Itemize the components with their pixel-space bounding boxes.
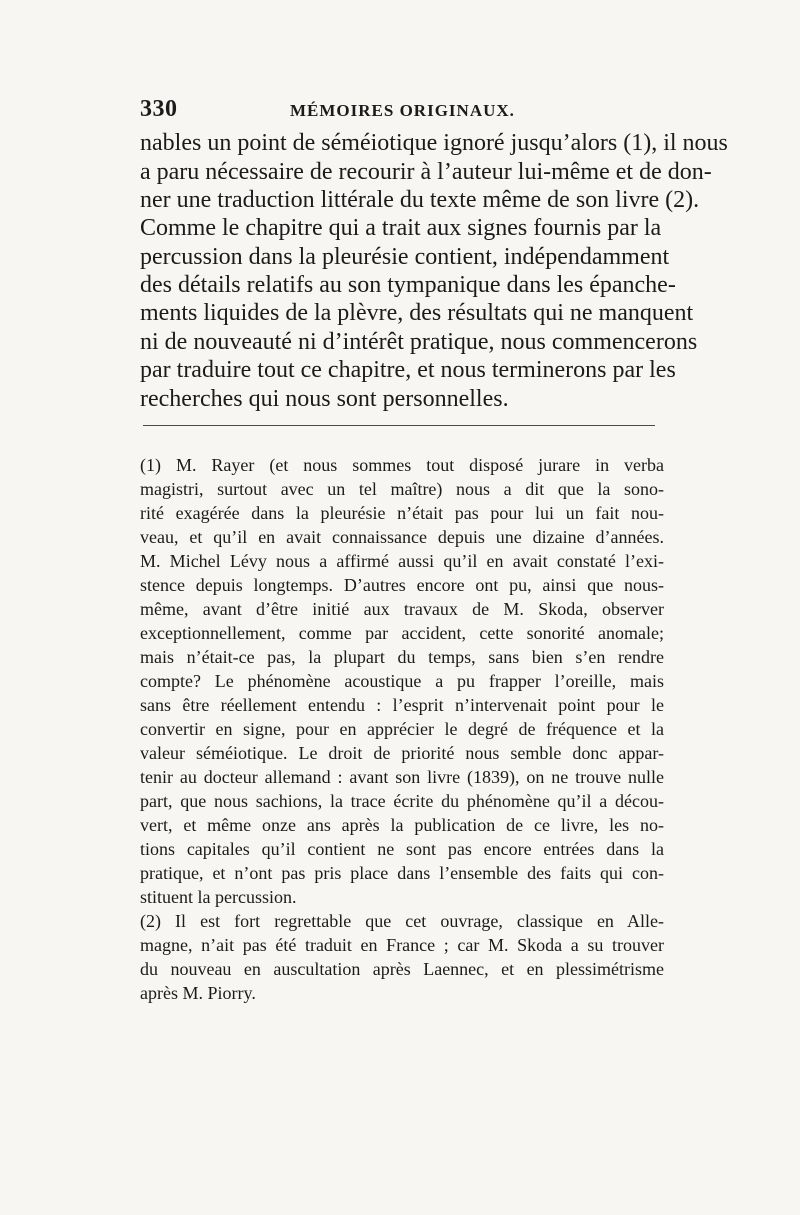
footnote-line-4: veau, et qu’il en avait connaissance depuis une dizaine d’années. [140, 527, 664, 547]
footnote-line-10: compte? Le phénomène acoustique a pu frapper l’oreille, mais [140, 671, 664, 691]
footnote-line-5: M. Michel Lévy nous a affirmé aussi qu’il en avait constaté l’exi- [140, 551, 664, 571]
body-text-line-6: des détails relatifs au son tympanique dans les épanche- [140, 272, 676, 298]
footnote-line-12: convertir en signe, pour en apprécier le degré de fréquence et la [140, 719, 664, 739]
footnote-line-18: pratique, et n’ont pas pris place dans l’ensemble des faits qui con- [140, 863, 664, 883]
footnote-line-2: magistri, surtout avec un tel maître) nous a dit que la sono- [140, 479, 664, 499]
footnote-line-9: mais n’était-ce pas, la plupart du temps, sans bien s’en rendre [140, 647, 664, 667]
body-text-line-5: percussion dans la pleurésie contient, indépendamment [140, 244, 670, 270]
footnote-line-8: exceptionnellement, comme par accident, cette sonorité anomale; [140, 623, 664, 643]
footnote-line-15: part, que nous sachions, la trace écrite du phénomène qu’il a décou- [140, 791, 664, 811]
body-text-line-2: a paru nécessaire de recourir à l’auteur lui-même et de don- [140, 159, 712, 185]
footnote-line-17: tions capitales qu’il contient ne sont pas encore entrées dans la [140, 839, 664, 859]
body-text-line-10: recherches qui nous sont personnelles. [140, 386, 509, 412]
footnote-line-13: valeur séméiotique. Le droit de priorité nous semble donc appar- [140, 743, 664, 763]
body-text-line-7: ments liquides de la plèvre, des résultats qui ne manquent [140, 300, 694, 326]
footnote-line-23: après M. Piorry. [140, 983, 256, 1003]
footnote-divider [143, 425, 655, 426]
body-text-line-1: nables un point de séméiotique ignoré jusqu’alors (1), il nous [140, 130, 728, 156]
footnote-line-20: (2) Il est fort regrettable que cet ouvrage, classique en Alle- [140, 911, 664, 931]
page-header [140, 96, 660, 126]
body-text-line-8: ni de nouveauté ni d’intérêt pratique, nous commencerons [140, 329, 698, 355]
footnote-line-19: stituent la percussion. [140, 887, 297, 907]
body-text-line-3: ner une traduction littérale du texte même de son livre (2). [140, 187, 700, 213]
footnote-line-14: tenir au docteur allemand : avant son livre (1839), on ne trouve nulle [140, 767, 664, 787]
footnote-line-22: du nouveau en auscultation après Laennec, et en plessimétrisme [140, 959, 664, 979]
footnote-line-11: sans être réellement entendu : l’esprit n’intervenait point pour le [140, 695, 664, 715]
footnote-line-7: même, avant d’être initié aux travaux de M. Skoda, observer [140, 599, 664, 619]
running-head: MÉMOIRES ORIGINAUX. [290, 101, 515, 120]
footnote-line-1: (1) M. Rayer (et nous sommes tout disposé jurare in verba [140, 455, 664, 475]
body-text-line-4: Comme le chapitre qui a trait aux signes fournis par la [140, 215, 662, 241]
page-number: 330 [140, 96, 178, 122]
body-text-line-9: par traduire tout ce chapitre, et nous terminerons par les [140, 357, 676, 383]
footnote-line-16: vert, et même onze ans après la publication de ce livre, les no- [140, 815, 664, 835]
footnote-line-21: magne, n’ait pas été traduit en France ; car M. Skoda a su trouver [140, 935, 664, 955]
footnote-line-6: stence depuis longtemps. D’autres encore ont pu, ainsi que nous- [140, 575, 664, 595]
footnote-line-3: rité exagérée dans la pleurésie n’était pas pour lui un fait nou- [140, 503, 664, 523]
